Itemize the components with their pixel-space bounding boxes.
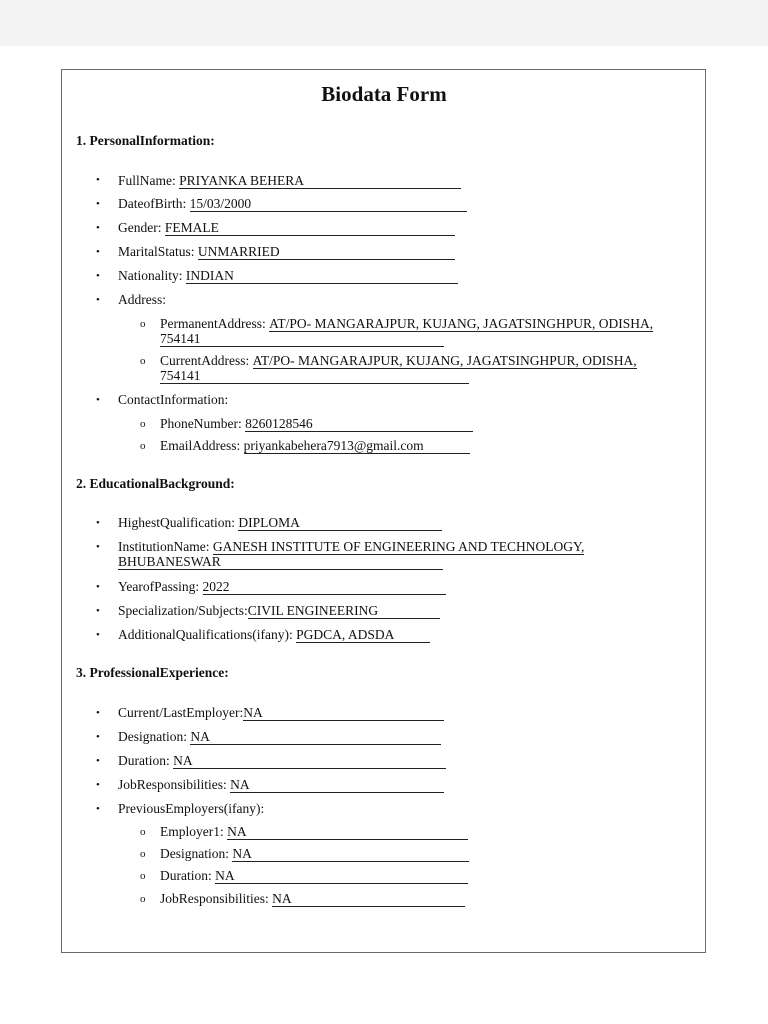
- field-value: NA: [215, 869, 468, 884]
- field-value: NA: [243, 706, 444, 721]
- field-permanent-address: [160, 316, 653, 332]
- field-label: DateofBirth:: [118, 196, 190, 211]
- bullet-icon: •: [96, 605, 100, 617]
- field-current-address: [160, 353, 637, 369]
- field-label: HighestQualification:: [118, 515, 239, 530]
- field-date-of-birth: [118, 196, 467, 212]
- field-value: PRIYANKA BEHERA: [179, 174, 461, 189]
- bullet-icon: •: [96, 246, 100, 258]
- field-institution-name: [118, 539, 584, 555]
- field-label: Employer1:: [160, 824, 228, 839]
- bullet-icon: •: [96, 222, 100, 234]
- bullet-icon: •: [96, 779, 100, 791]
- field-value: 2022: [203, 580, 446, 595]
- field-job-responsibilities: [118, 777, 444, 793]
- field-value: 8260128546: [245, 417, 473, 432]
- bullet-icon: •: [96, 394, 100, 406]
- field-label: Nationality:: [118, 268, 186, 283]
- field-label: Duration:: [160, 868, 216, 883]
- field-value: priyankabehera7913@gmail.com: [244, 439, 470, 454]
- sub-bullet-icon: o: [140, 848, 146, 860]
- field-label: InstitutionName:: [118, 539, 213, 554]
- bullet-icon: •: [96, 294, 100, 306]
- field-institution-name-line2: [118, 554, 443, 570]
- field-label: PermanentAddress:: [160, 316, 270, 331]
- field-label: Gender:: [118, 220, 165, 235]
- field-label: MaritalStatus:: [118, 244, 198, 259]
- field-year-of-passing: [118, 579, 446, 595]
- field-value: NA: [173, 754, 446, 769]
- sub-bullet-icon: o: [140, 893, 146, 905]
- section-heading-experience: 3. ProfessionalExperience:: [76, 665, 229, 680]
- field-previous-duration: [160, 868, 468, 884]
- field-label: CurrentAddress:: [160, 353, 253, 368]
- field-full-name: [118, 173, 461, 189]
- field-label: FullName:: [118, 173, 180, 188]
- field-value-line1: GANESH INSTITUTE OF ENGINEERING AND TECHNOLOGY,: [212, 539, 585, 554]
- field-phone-number: [160, 416, 473, 432]
- field-previous-designation: [160, 846, 469, 862]
- field-value: DIPLOMA: [238, 516, 442, 531]
- field-label: Designation:: [160, 846, 233, 861]
- field-nationality: [118, 268, 458, 284]
- field-value: NA: [272, 892, 465, 907]
- field-previous-job-responsibilities: [160, 891, 465, 907]
- field-label: PhoneNumber:: [160, 416, 246, 431]
- field-previous-employers-label: PreviousEmployers(ifany):: [118, 801, 265, 816]
- bullet-icon: •: [96, 581, 100, 593]
- field-gender: [118, 220, 455, 236]
- field-current-address-line2: [160, 368, 469, 384]
- field-value: NA: [227, 825, 468, 840]
- field-value-line2: 754141: [160, 332, 444, 347]
- bullet-icon: •: [96, 707, 100, 719]
- field-permanent-address-line2: [160, 331, 444, 347]
- field-label: JobResponsibilities:: [160, 891, 273, 906]
- field-value: PGDCA, ADSDA: [296, 628, 430, 643]
- field-specialization: [118, 603, 440, 619]
- field-current-employer: [118, 705, 444, 721]
- sub-bullet-icon: o: [140, 826, 146, 838]
- sub-bullet-icon: o: [140, 318, 146, 330]
- field-label: AdditionalQualifications(ifany):: [118, 627, 297, 642]
- field-value-line2: 754141: [160, 369, 469, 384]
- field-value: UNMARRIED: [198, 245, 455, 260]
- field-duration: [118, 753, 446, 769]
- field-address-label: Address:: [118, 292, 166, 307]
- field-value: CIVIL ENGINEERING: [248, 604, 440, 619]
- field-label: Designation:: [118, 729, 191, 744]
- bullet-icon: •: [96, 174, 100, 186]
- form-title: Biodata Form: [321, 82, 447, 106]
- bullet-icon: •: [96, 731, 100, 743]
- field-email-address: [160, 438, 470, 454]
- bullet-icon: •: [96, 541, 100, 553]
- bullet-icon: •: [96, 198, 100, 210]
- field-label: EmailAddress:: [160, 438, 244, 453]
- field-highest-qualification: [118, 515, 442, 531]
- field-designation: [118, 729, 441, 745]
- bullet-icon: •: [96, 629, 100, 641]
- bullet-icon: •: [96, 270, 100, 282]
- bullet-icon: •: [96, 517, 100, 529]
- field-label: Current/LastEmployer:: [118, 705, 244, 720]
- field-value: 15/03/2000: [190, 197, 467, 212]
- field-value: FEMALE: [165, 221, 455, 236]
- field-contact-label: ContactInformation:: [118, 392, 229, 407]
- field-value: INDIAN: [186, 269, 458, 284]
- field-value-line1: AT/PO- MANGARAJPUR, KUJANG, JAGATSINGHPUR, ODISHA,: [269, 316, 654, 331]
- bullet-icon: •: [96, 803, 100, 815]
- field-label: Duration:: [118, 753, 174, 768]
- field-value: NA: [232, 847, 469, 862]
- bullet-icon: •: [96, 755, 100, 767]
- field-employer1: [160, 824, 468, 840]
- field-value: NA: [230, 778, 444, 793]
- section-heading-education: 2. EducationalBackground:: [76, 476, 235, 491]
- section-heading-personal: 1. PersonalInformation:: [76, 133, 215, 148]
- field-additional-qualifications: [118, 627, 430, 643]
- field-label: JobResponsibilities:: [118, 777, 231, 792]
- field-label: Specialization/Subjects:: [118, 603, 248, 618]
- sub-bullet-icon: o: [140, 440, 146, 452]
- field-value: NA: [190, 730, 441, 745]
- field-marital-status: [118, 244, 455, 260]
- field-label: YearofPassing:: [118, 579, 203, 594]
- sub-bullet-icon: o: [140, 870, 146, 882]
- field-value-line1: AT/PO- MANGARAJPUR, KUJANG, JAGATSINGHPUR, ODISHA,: [252, 353, 637, 368]
- sub-bullet-icon: o: [140, 355, 146, 367]
- sub-bullet-icon: o: [140, 418, 146, 430]
- field-value-line2: BHUBANESWAR: [118, 555, 443, 570]
